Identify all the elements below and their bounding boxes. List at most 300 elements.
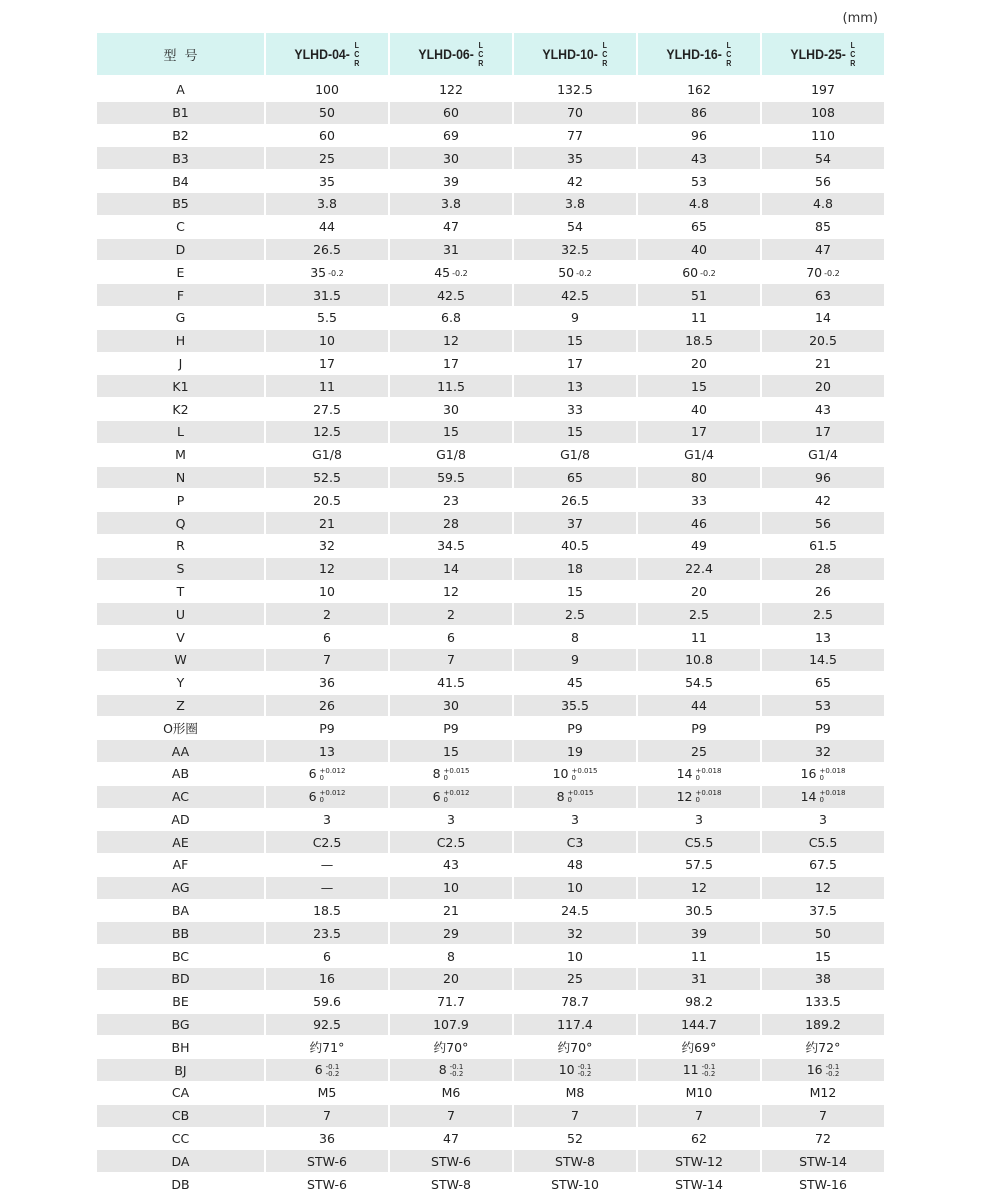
- table-cell: 41.5: [390, 672, 512, 695]
- row-label: A: [97, 79, 264, 102]
- table-cell: 47: [390, 1128, 512, 1151]
- table-cell: 21: [762, 353, 884, 376]
- table-cell: 43: [762, 398, 884, 421]
- table-cell: 144.7: [638, 1014, 760, 1037]
- table-cell: 33: [514, 398, 636, 421]
- table-cell: 33: [638, 489, 760, 512]
- tolerance-lower: 0: [819, 773, 824, 782]
- table-cell: [266, 261, 388, 284]
- table-cell: [514, 763, 636, 786]
- row-label: B1: [97, 102, 264, 125]
- table-cell: [514, 261, 636, 284]
- cell-tolerance: -0.2: [576, 268, 592, 278]
- table-cell: 10.8: [638, 649, 760, 672]
- table-cell: [514, 1059, 636, 1082]
- table-cell: G1/4: [638, 444, 760, 467]
- table-cell: 65: [762, 672, 884, 695]
- table-cell: 17: [514, 353, 636, 376]
- table-row: [97, 558, 884, 581]
- table-row: [97, 854, 884, 877]
- cell-tolerance: -0.2: [824, 268, 840, 278]
- table-cell: P9: [390, 717, 512, 740]
- table-cell: C2.5: [390, 831, 512, 854]
- table-cell: 117.4: [514, 1014, 636, 1037]
- table-row: [97, 193, 884, 216]
- tolerance-upper: +0.018: [819, 789, 846, 798]
- row-label: AE: [97, 831, 264, 854]
- cell-base-value: 6: [308, 766, 317, 782]
- cell-base-value: 8: [432, 766, 441, 782]
- table-cell: 20: [638, 581, 760, 604]
- table-cell: 35.5: [514, 695, 636, 718]
- table-cell: 10: [266, 581, 388, 604]
- table-cell: 26: [762, 581, 884, 604]
- table-cell: 11: [638, 945, 760, 968]
- table-cell: —: [266, 877, 388, 900]
- table-cell: [638, 1059, 760, 1082]
- table-cell: [266, 1059, 388, 1082]
- table-cell: STW-6: [266, 1150, 388, 1173]
- spec-table: [95, 33, 886, 1196]
- table-cell: 60: [266, 125, 388, 148]
- table-cell: 25: [514, 968, 636, 991]
- row-label: J: [97, 353, 264, 376]
- table-cell: C5.5: [638, 831, 760, 854]
- table-row: [97, 307, 884, 330]
- table-cell: STW-10: [514, 1173, 636, 1196]
- table-cell: 15: [514, 421, 636, 444]
- table-cell: 47: [762, 239, 884, 262]
- table-body: [97, 79, 884, 1196]
- table-row: [97, 102, 884, 125]
- row-label: G: [97, 307, 264, 330]
- table-cell: 20.5: [266, 489, 388, 512]
- table-cell: 4.8: [762, 193, 884, 216]
- table-cell: [638, 786, 760, 809]
- table-cell: 11: [266, 375, 388, 398]
- table-cell: 11: [638, 307, 760, 330]
- tolerance-lower: -0.2: [825, 1069, 840, 1078]
- table-row: [97, 79, 884, 102]
- table-row: [97, 147, 884, 170]
- model-suffix: L: [602, 40, 608, 50]
- table-cell: [762, 1059, 884, 1082]
- table-cell: G1/8: [266, 444, 388, 467]
- table-cell: M12: [762, 1082, 884, 1105]
- cell-tolerance: [820, 790, 846, 804]
- model-name-text: YLHD-16-: [666, 46, 722, 62]
- row-label: AC: [97, 786, 264, 809]
- row-label: CB: [97, 1105, 264, 1128]
- cell-base-value: 16: [800, 766, 817, 782]
- table-row: [97, 353, 884, 376]
- table-cell: 59.5: [390, 467, 512, 490]
- table-cell: STW-8: [390, 1173, 512, 1196]
- row-label: BE: [97, 991, 264, 1014]
- table-row: [97, 239, 884, 262]
- model-name-text: YLHD-10-: [542, 46, 598, 62]
- table-cell: 约72°: [762, 1036, 884, 1059]
- tolerance-lower: -0.2: [449, 1069, 464, 1078]
- table-cell: 65: [514, 467, 636, 490]
- table-cell: 54.5: [638, 672, 760, 695]
- table-cell: 42.5: [390, 284, 512, 307]
- model-name: [791, 41, 856, 68]
- header-row: [97, 33, 884, 79]
- header-model-3: [514, 33, 636, 79]
- table-row: [97, 900, 884, 923]
- table-cell: 7: [762, 1105, 884, 1128]
- table-cell: [762, 261, 884, 284]
- table-cell: 11: [638, 626, 760, 649]
- table-row: [97, 717, 884, 740]
- table-cell: 49: [638, 535, 760, 558]
- model-suffix: L: [850, 40, 856, 50]
- table-cell: C5.5: [762, 831, 884, 854]
- table-cell: 2: [390, 603, 512, 626]
- table-cell: 10: [390, 877, 512, 900]
- table-cell: STW-14: [638, 1173, 760, 1196]
- table-cell: 46: [638, 512, 760, 535]
- table-cell: 32.5: [514, 239, 636, 262]
- row-label: BH: [97, 1036, 264, 1059]
- model-suffix: C: [354, 49, 360, 59]
- table-cell: P9: [638, 717, 760, 740]
- cell-tolerance: [578, 1064, 592, 1078]
- table-cell: 13: [514, 375, 636, 398]
- table-cell: 133.5: [762, 991, 884, 1014]
- table-cell: 61.5: [762, 535, 884, 558]
- table-row: [97, 375, 884, 398]
- table-cell: 13: [266, 740, 388, 763]
- table-cell: 20: [390, 968, 512, 991]
- header-model-2: [390, 33, 512, 79]
- row-label: AG: [97, 877, 264, 900]
- table-cell: 32: [266, 535, 388, 558]
- table-row: [97, 398, 884, 421]
- table-cell: 40: [638, 239, 760, 262]
- table-cell: 12: [390, 581, 512, 604]
- tolerance-upper: +0.015: [567, 789, 594, 798]
- table-cell: 14.5: [762, 649, 884, 672]
- table-cell: 63: [762, 284, 884, 307]
- cell-base-value: 6: [314, 1062, 323, 1078]
- row-label: BG: [97, 1014, 264, 1037]
- table-cell: 10: [266, 330, 388, 353]
- cell-tolerance: [702, 1064, 716, 1078]
- table-cell: [266, 763, 388, 786]
- table-cell: 25: [638, 740, 760, 763]
- table-cell: 3.8: [266, 193, 388, 216]
- table-cell: 56: [762, 170, 884, 193]
- row-label: BB: [97, 922, 264, 945]
- table-cell: 67.5: [762, 854, 884, 877]
- table-header: [97, 33, 884, 79]
- table-row: [97, 603, 884, 626]
- tolerance-lower: 0: [319, 796, 324, 805]
- table-cell: 27.5: [266, 398, 388, 421]
- table-cell: P9: [762, 717, 884, 740]
- table-cell: C3: [514, 831, 636, 854]
- table-row: [97, 444, 884, 467]
- table-cell: 34.5: [390, 535, 512, 558]
- table-cell: G1/4: [762, 444, 884, 467]
- table-cell: 7: [638, 1105, 760, 1128]
- table-cell: 28: [390, 512, 512, 535]
- table-cell: 约70°: [390, 1036, 512, 1059]
- table-cell: 85: [762, 216, 884, 239]
- table-cell: 45: [514, 672, 636, 695]
- tolerance-lower: 0: [695, 773, 700, 782]
- table-cell: 37: [514, 512, 636, 535]
- cell-base-value: 14: [800, 788, 817, 804]
- tolerance-upper: +0.018: [819, 766, 846, 775]
- cell-base-value: 8: [438, 1062, 447, 1078]
- table-cell: [638, 763, 760, 786]
- table-cell: 15: [390, 421, 512, 444]
- row-label: D: [97, 239, 264, 262]
- table-row: [97, 535, 884, 558]
- table-cell: 7: [390, 649, 512, 672]
- row-label: O形圈: [97, 717, 264, 740]
- table-cell: 107.9: [390, 1014, 512, 1037]
- table-cell: 29: [390, 922, 512, 945]
- table-cell: 96: [762, 467, 884, 490]
- cell-base-value: 14: [676, 766, 693, 782]
- row-label: H: [97, 330, 264, 353]
- table-cell: 7: [266, 649, 388, 672]
- table-cell: 50: [266, 102, 388, 125]
- table-cell: 2.5: [514, 603, 636, 626]
- table-row: [97, 786, 884, 809]
- cell-tolerance: [568, 790, 594, 804]
- table-cell: G1/8: [514, 444, 636, 467]
- table-cell: 17: [638, 421, 760, 444]
- table-row: [97, 1150, 884, 1173]
- table-row: [97, 330, 884, 353]
- row-label: E: [97, 261, 264, 284]
- table-cell: 30: [390, 398, 512, 421]
- table-cell: 80: [638, 467, 760, 490]
- table-cell: [266, 786, 388, 809]
- tolerance-upper: +0.012: [319, 789, 346, 798]
- table-row: [97, 489, 884, 512]
- table-cell: 39: [390, 170, 512, 193]
- table-cell: [390, 1059, 512, 1082]
- model-suffix: R: [850, 58, 856, 68]
- table-cell: 98.2: [638, 991, 760, 1014]
- table-cell: 71.7: [390, 991, 512, 1014]
- table-cell: 65: [638, 216, 760, 239]
- table-cell: P9: [266, 717, 388, 740]
- table-cell: 52: [514, 1128, 636, 1151]
- tolerance-upper: +0.015: [443, 766, 470, 775]
- cell-tolerance: [826, 1064, 840, 1078]
- table-cell: 57.5: [638, 854, 760, 877]
- table-cell: 42.5: [514, 284, 636, 307]
- table-cell: 15: [390, 740, 512, 763]
- table-cell: 69: [390, 125, 512, 148]
- table-cell: 122: [390, 79, 512, 102]
- model-suffix: C: [850, 49, 856, 59]
- table-cell: 35: [514, 147, 636, 170]
- table-cell: 18.5: [266, 900, 388, 923]
- table-cell: 17: [266, 353, 388, 376]
- table-cell: 22.4: [638, 558, 760, 581]
- row-label: AF: [97, 854, 264, 877]
- table-cell: 32: [514, 922, 636, 945]
- model-suffix: C: [478, 49, 484, 59]
- table-cell: 28: [762, 558, 884, 581]
- row-label: M: [97, 444, 264, 467]
- table-cell: 30: [390, 695, 512, 718]
- table-cell: 17: [762, 421, 884, 444]
- tolerance-lower: -0.2: [325, 1069, 340, 1078]
- row-label: K1: [97, 375, 264, 398]
- table-cell: 32: [762, 740, 884, 763]
- table-cell: M8: [514, 1082, 636, 1105]
- table-cell: 26: [266, 695, 388, 718]
- row-label: Y: [97, 672, 264, 695]
- tolerance-lower: 0: [819, 796, 824, 805]
- model-suffix-stack: [354, 41, 359, 68]
- table-cell: [514, 786, 636, 809]
- cell-tolerance: -0.2: [328, 268, 344, 278]
- table-cell: 26.5: [266, 239, 388, 262]
- table-row: [97, 672, 884, 695]
- table-row: [97, 1173, 884, 1196]
- table-row: [97, 740, 884, 763]
- model-suffix: L: [354, 40, 360, 50]
- table-row: [97, 922, 884, 945]
- table-cell: 10: [514, 877, 636, 900]
- table-cell: 31.5: [266, 284, 388, 307]
- row-label: U: [97, 603, 264, 626]
- table-cell: 6: [266, 626, 388, 649]
- table-row: [97, 1105, 884, 1128]
- table-cell: 21: [266, 512, 388, 535]
- table-cell: 37.5: [762, 900, 884, 923]
- model-name: [543, 41, 608, 68]
- table-cell: 5.5: [266, 307, 388, 330]
- table-cell: 72: [762, 1128, 884, 1151]
- cell-base-value: 8: [556, 788, 565, 804]
- row-label: F: [97, 284, 264, 307]
- row-label: BD: [97, 968, 264, 991]
- table-cell: [390, 261, 512, 284]
- cell-base-value: 11: [682, 1062, 699, 1078]
- cell-base-value: 10: [558, 1062, 575, 1078]
- table-row: [97, 467, 884, 490]
- table-cell: 10: [514, 945, 636, 968]
- table-cell: 20.5: [762, 330, 884, 353]
- table-cell: 30.5: [638, 900, 760, 923]
- table-cell: 92.5: [266, 1014, 388, 1037]
- model-suffix: L: [478, 40, 484, 50]
- table-cell: G1/8: [390, 444, 512, 467]
- table-cell: 77: [514, 125, 636, 148]
- table-cell: —: [266, 854, 388, 877]
- tolerance-upper: -0.1: [825, 1062, 840, 1071]
- table-cell: 40: [638, 398, 760, 421]
- table-cell: 100: [266, 79, 388, 102]
- model-suffix: R: [726, 58, 732, 68]
- table-cell: M5: [266, 1082, 388, 1105]
- table-row: [97, 991, 884, 1014]
- model-name: [419, 41, 484, 68]
- table-cell: 51: [638, 284, 760, 307]
- table-row: [97, 512, 884, 535]
- table-cell: [390, 786, 512, 809]
- model-suffix: C: [602, 49, 608, 59]
- table-row: [97, 695, 884, 718]
- cell-tolerance: [696, 790, 722, 804]
- table-cell: 54: [514, 216, 636, 239]
- table-cell: 6: [390, 626, 512, 649]
- row-label: C: [97, 216, 264, 239]
- row-label: B4: [97, 170, 264, 193]
- table-cell: M6: [390, 1082, 512, 1105]
- table-cell: 62: [638, 1128, 760, 1151]
- model-suffix-stack: [726, 41, 731, 68]
- row-label: DA: [97, 1150, 264, 1173]
- tolerance-lower: 0: [443, 796, 448, 805]
- table-cell: 14: [390, 558, 512, 581]
- model-name-text: YLHD-04-: [294, 46, 350, 62]
- table-cell: STW-6: [266, 1173, 388, 1196]
- table-cell: 54: [762, 147, 884, 170]
- tolerance-lower: -0.2: [701, 1069, 716, 1078]
- table-cell: 26.5: [514, 489, 636, 512]
- table-cell: 132.5: [514, 79, 636, 102]
- table-cell: 52.5: [266, 467, 388, 490]
- cell-tolerance: [320, 790, 346, 804]
- table-cell: 7: [514, 1105, 636, 1128]
- row-label: BJ: [97, 1059, 264, 1082]
- table-cell: 12: [762, 877, 884, 900]
- row-label: CC: [97, 1128, 264, 1151]
- table-cell: [762, 763, 884, 786]
- tolerance-upper: +0.012: [443, 789, 470, 798]
- table-cell: 43: [638, 147, 760, 170]
- table-cell: 约70°: [514, 1036, 636, 1059]
- table-row: [97, 1059, 884, 1082]
- row-label: W: [97, 649, 264, 672]
- header-model-1: [266, 33, 388, 79]
- table-cell: 3: [514, 809, 636, 832]
- table-cell: 13: [762, 626, 884, 649]
- table-cell: 15: [514, 581, 636, 604]
- table-cell: 15: [514, 330, 636, 353]
- table-cell: 3.8: [514, 193, 636, 216]
- tolerance-upper: -0.1: [577, 1062, 592, 1071]
- table-cell: 约71°: [266, 1036, 388, 1059]
- model-name: [667, 41, 732, 68]
- row-label: AA: [97, 740, 264, 763]
- table-row: [97, 170, 884, 193]
- cell-tolerance: [444, 790, 470, 804]
- table-cell: 23.5: [266, 922, 388, 945]
- table-cell: 42: [762, 489, 884, 512]
- table-row: [97, 763, 884, 786]
- model-name: [295, 41, 360, 68]
- row-label: DB: [97, 1173, 264, 1196]
- cell-base-value: 35: [310, 264, 327, 280]
- cell-tolerance: [320, 768, 346, 782]
- row-label: Q: [97, 512, 264, 535]
- table-row: [97, 968, 884, 991]
- table-cell: [638, 261, 760, 284]
